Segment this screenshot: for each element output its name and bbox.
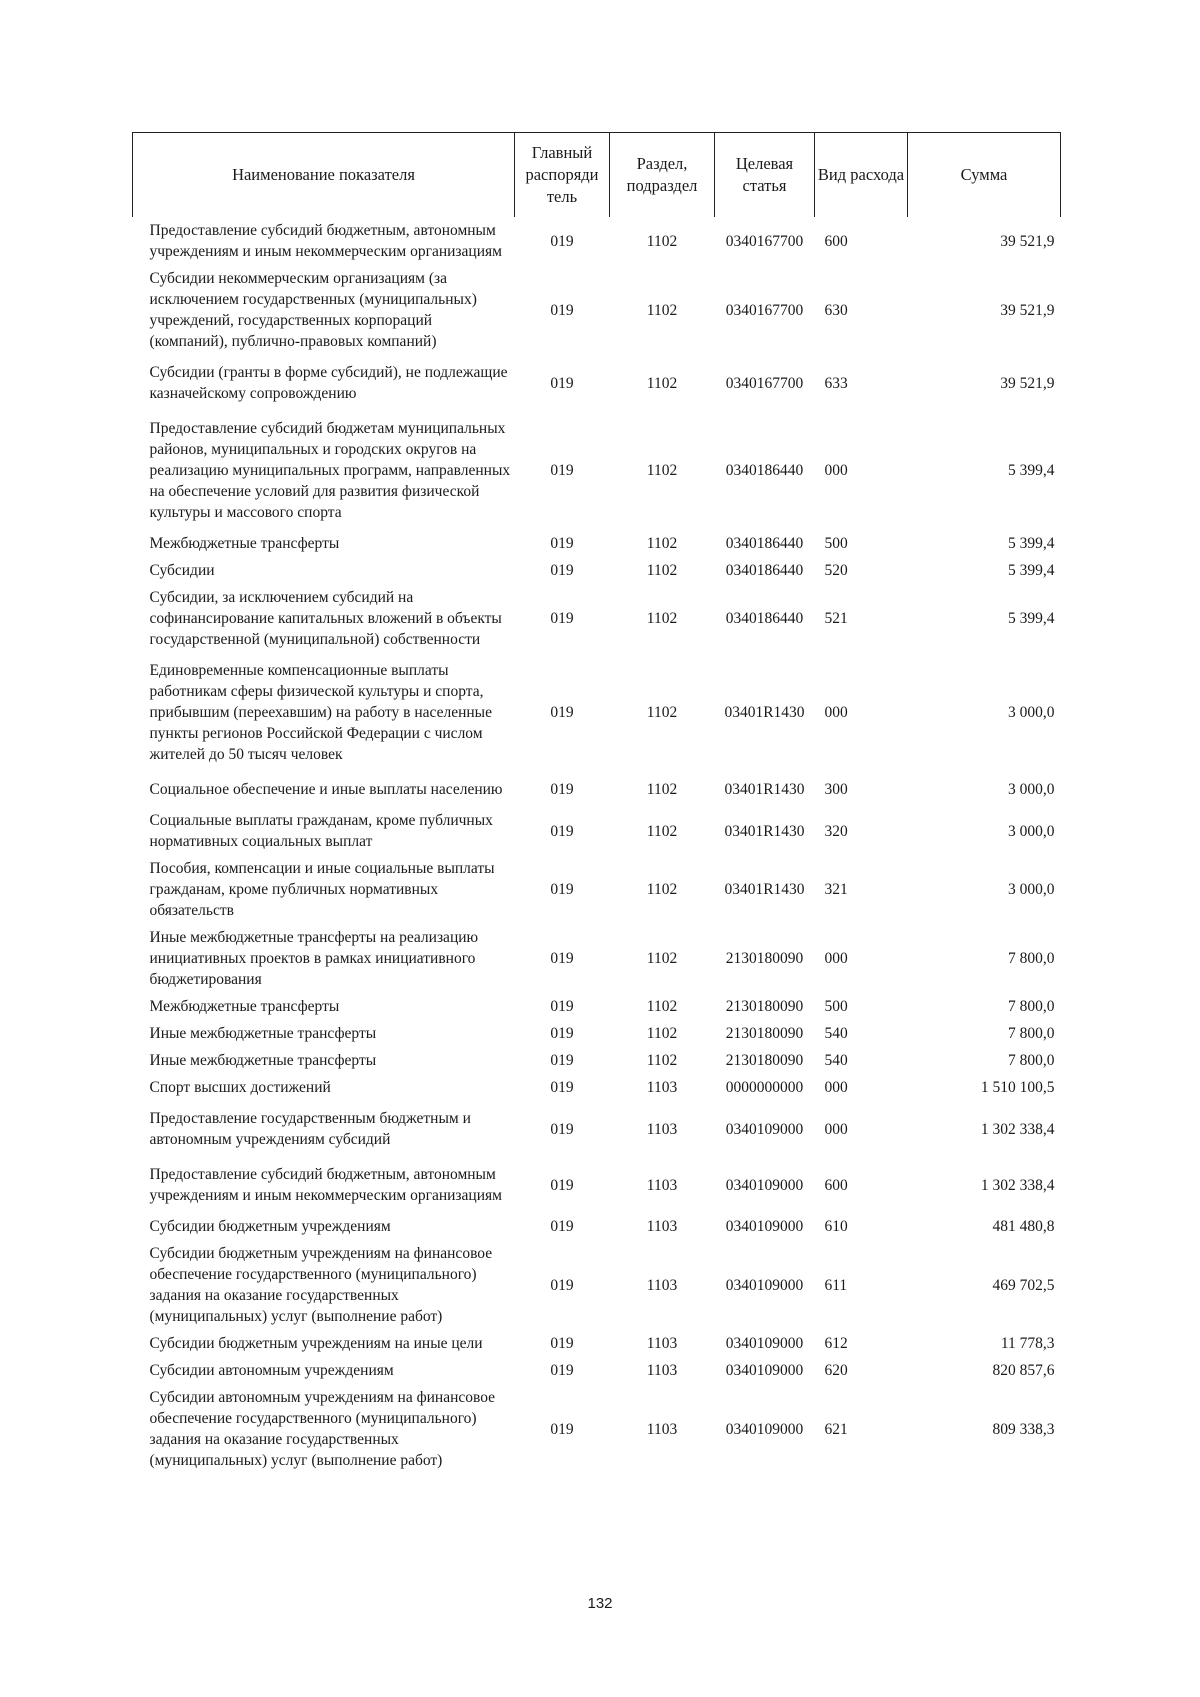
row-sum: 809 338,3: [992, 1420, 1055, 1438]
row-sum: 39 521,9: [1000, 232, 1055, 250]
row-name: Субсидии автономным учреждениям: [149, 1362, 394, 1379]
row-target-item: 03401R1430: [724, 822, 805, 840]
table-header-row: [133, 133, 1061, 218]
row-main-manager: 019: [550, 1335, 574, 1352]
row-section: 1102: [646, 1052, 678, 1069]
row-expense-type: 000: [824, 1120, 848, 1138]
row-section: 1103: [646, 1176, 678, 1194]
row-main-manager: 019: [550, 610, 574, 627]
row-expense-type: 620: [824, 1362, 848, 1379]
table-row: [133, 584, 1061, 653]
row-target-item: 0340109000: [725, 1176, 804, 1194]
row-sum: 39 521,9: [1000, 301, 1055, 319]
row-section: 1103: [646, 1120, 678, 1138]
row-name: Субсидии бюджетным учреждениям на иные цели: [149, 1335, 483, 1352]
header-section: Раздел, подраздел: [610, 133, 715, 218]
row-main-manager: 019: [550, 1362, 574, 1379]
row-target-item: 0340109000: [725, 1218, 804, 1235]
row-target-item: 2130180090: [725, 1052, 804, 1069]
header-main-manager: Главный распоряди тель: [515, 133, 610, 218]
row-expense-type: 600: [824, 232, 848, 250]
row-sum: 5 399,4: [1008, 610, 1055, 627]
row-expense-type: 633: [824, 374, 848, 392]
row-expense-type: 540: [824, 1025, 848, 1042]
table-row: [133, 807, 1061, 855]
row-main-manager: 019: [550, 1176, 574, 1194]
table-body: [133, 217, 1061, 1474]
row-section: 1102: [646, 781, 678, 798]
table-row: [133, 1213, 1061, 1240]
row-section: 1103: [646, 1335, 678, 1352]
row-sum: 1 302 338,4: [980, 1120, 1055, 1138]
row-sum: 1 510 100,5: [980, 1079, 1055, 1096]
row-target-item: 0340186440: [725, 610, 804, 627]
row-sum: 5 399,4: [1008, 562, 1055, 579]
row-name: Предоставление субсидий бюджетным, автономным учреждениям и иным некоммерческим организациям: [149, 1166, 502, 1204]
row-sum: 7 800,0: [1008, 950, 1055, 967]
row-main-manager: 019: [550, 950, 574, 967]
row-name: Предоставление государственным бюджетным и автономным учреждениям субсидий: [149, 1110, 471, 1148]
row-expense-type: 000: [824, 704, 848, 721]
row-expense-type: 600: [824, 1176, 848, 1194]
row-expense-type: 610: [824, 1218, 848, 1235]
table-row: [133, 265, 1061, 355]
row-sum: 39 521,9: [1000, 374, 1055, 392]
row-name: Социальные выплаты гражданам, кроме публичных нормативных социальных выплат: [149, 812, 493, 850]
row-name: Субсидии: [149, 562, 215, 579]
row-section: 1102: [646, 881, 678, 898]
row-section: 1103: [646, 1218, 678, 1235]
row-main-manager: 019: [550, 462, 574, 479]
table-row: [133, 1074, 1061, 1101]
row-sum: 1 302 338,4: [980, 1176, 1055, 1194]
row-sum: 3 000,0: [1008, 881, 1055, 898]
row-section: 1102: [646, 232, 678, 250]
table-row: [133, 411, 1061, 530]
row-main-manager: 019: [550, 881, 574, 898]
row-target-item: 0340109000: [725, 1120, 804, 1138]
row-target-item: 0340186440: [725, 462, 804, 479]
row-name: Субсидии бюджетным учреждениям: [149, 1218, 391, 1235]
row-section: 1102: [646, 562, 678, 579]
table-row: [133, 924, 1061, 993]
row-name: Пособия, компенсации и иные социальные выплаты гражданам, кроме публичных нормативных обязательств: [149, 860, 495, 919]
row-expense-type: 321: [824, 881, 848, 898]
row-target-item: 2130180090: [725, 998, 804, 1015]
row-sum: 481 480,8: [992, 1218, 1055, 1235]
table-row: [133, 1357, 1061, 1384]
table-row: [133, 217, 1061, 265]
row-section: 1102: [646, 950, 678, 967]
row-sum: 11 778,3: [1000, 1335, 1055, 1352]
row-expense-type: 000: [824, 950, 848, 967]
row-section: 1103: [646, 1276, 678, 1294]
row-expense-type: 521: [824, 610, 848, 627]
row-section: 1103: [646, 1420, 678, 1438]
table-row: [133, 1240, 1061, 1330]
page-number: 132: [587, 1595, 613, 1612]
budget-table: [132, 132, 1061, 1474]
row-name: Межбюджетные трансферты: [149, 535, 340, 552]
row-main-manager: 019: [550, 301, 574, 319]
row-expense-type: 500: [824, 535, 848, 552]
row-expense-type: 300: [824, 781, 848, 798]
row-name: Субсидии бюджетным учреждениям на финансовое обеспечение государственного (муниципального) задания на оказание государственных (муниципальных) услуг (выполнение работ): [149, 1245, 493, 1325]
row-name: Субсидии некоммерческим организациям (за исключением государственных (муниципальных) учреждений, государственных корпораций (компаний), публично-правовых компаний): [149, 270, 477, 350]
row-main-manager: 019: [550, 232, 574, 250]
row-expense-type: 540: [824, 1052, 848, 1069]
row-target-item: 0340109000: [725, 1362, 804, 1379]
row-target-item: 0340186440: [725, 562, 804, 579]
row-name: Предоставление субсидий бюджетным, автономным учреждениям и иным некоммерческим организациям: [149, 222, 502, 260]
header-target-item: Целевая статья: [715, 133, 815, 218]
row-target-item: 0340109000: [725, 1420, 804, 1438]
table-row: [133, 1157, 1061, 1213]
row-target-item: 0340109000: [725, 1335, 804, 1352]
row-target-item: 0340186440: [725, 535, 804, 552]
row-name: Субсидии, за исключением субсидий на софинансирование капитальных вложений в объекты государственной (муниципальной) собственности: [149, 589, 502, 648]
row-target-item: 0340167700: [725, 374, 804, 392]
table-row: [133, 1020, 1061, 1047]
row-main-manager: 019: [550, 822, 574, 840]
row-expense-type: 000: [824, 462, 848, 479]
header-sum: Сумма: [908, 133, 1061, 218]
row-expense-type: 621: [824, 1420, 848, 1438]
row-section: 1102: [646, 301, 678, 319]
table-row: [133, 1047, 1061, 1074]
table-row: [133, 557, 1061, 584]
row-name: Субсидии автономным учреждениям на финансовое обеспечение государственного (муниципального) задания на оказание государственных (муниципальных) услуг (выполнение работ): [149, 1389, 496, 1469]
table-row: [133, 1101, 1061, 1157]
row-main-manager: 019: [550, 1025, 574, 1042]
row-section: 1102: [646, 610, 678, 627]
row-section: 1103: [646, 1079, 678, 1096]
row-section: 1102: [646, 704, 678, 721]
row-main-manager: 019: [550, 535, 574, 552]
row-sum: 820 857,6: [992, 1362, 1055, 1379]
header-name: Наименование показателя: [133, 133, 515, 218]
row-section: 1102: [646, 462, 678, 479]
row-sum: 7 800,0: [1008, 1025, 1055, 1042]
row-name: Межбюджетные трансферты: [149, 998, 340, 1015]
row-sum: 5 399,4: [1008, 535, 1055, 552]
row-main-manager: 019: [550, 704, 574, 721]
row-name: Социальное обеспечение и иные выплаты населению: [149, 781, 503, 798]
table-row: [133, 855, 1061, 924]
table-row: [133, 653, 1061, 772]
row-target-item: 03401R1430: [724, 881, 805, 898]
row-section: 1102: [646, 998, 678, 1015]
row-name: Спорт высших достижений: [149, 1079, 331, 1096]
row-sum: 3 000,0: [1008, 704, 1055, 721]
row-expense-type: 611: [824, 1276, 848, 1294]
row-target-item: 0340167700: [725, 232, 804, 250]
row-sum: 3 000,0: [1008, 781, 1055, 798]
row-main-manager: 019: [550, 1218, 574, 1235]
row-main-manager: 019: [550, 562, 574, 579]
row-main-manager: 019: [550, 1420, 574, 1438]
row-main-manager: 019: [550, 1079, 574, 1096]
row-target-item: 2130180090: [725, 1025, 804, 1042]
table-row: [133, 772, 1061, 807]
row-target-item: 0340167700: [725, 301, 804, 319]
row-main-manager: 019: [550, 781, 574, 798]
row-main-manager: 019: [550, 1052, 574, 1069]
row-main-manager: 019: [550, 998, 574, 1015]
row-expense-type: 612: [824, 1335, 848, 1352]
row-target-item: 03401R1430: [724, 704, 805, 721]
row-section: 1102: [646, 822, 678, 840]
row-name: Иные межбюджетные трансферты: [149, 1025, 377, 1042]
table-row: [133, 530, 1061, 557]
row-expense-type: 000: [824, 1079, 848, 1096]
header-expense-type: Вид расхода: [815, 133, 908, 218]
row-name: Единовременные компенсационные выплаты работникам сферы физической культуры и спорта, прибывшим (переехавшим) на работу в населенные пункты регионов Российской Федерации с числом жителей до 50 тысяч человек: [149, 662, 492, 763]
row-section: 1102: [646, 1025, 678, 1042]
row-target-item: 2130180090: [725, 950, 804, 967]
row-main-manager: 019: [550, 1120, 574, 1138]
row-expense-type: 520: [824, 562, 848, 579]
row-expense-type: 630: [824, 301, 848, 319]
table-row: [133, 993, 1061, 1020]
row-target-item: 03401R1430: [724, 781, 805, 798]
row-name: Предоставление субсидий бюджетам муниципальных районов, муниципальных и городских округов на реализацию муниципальных программ, направленных на обеспечение условий для развития физической культуры и массового спорта: [149, 420, 511, 521]
row-sum: 3 000,0: [1008, 822, 1055, 840]
row-name: Субсидии (гранты в форме субсидий), не подлежащие казначейскому сопровождению: [149, 364, 508, 402]
row-expense-type: 320: [824, 822, 848, 840]
table-row: [133, 355, 1061, 411]
row-name: Иные межбюджетные трансферты: [149, 1052, 377, 1069]
row-main-manager: 019: [550, 1276, 574, 1294]
row-section: 1102: [646, 535, 678, 552]
row-name: Иные межбюджетные трансферты на реализацию инициативных проектов в рамках инициативного бюджетирования: [149, 929, 479, 988]
row-sum: 7 800,0: [1008, 998, 1055, 1015]
row-section: 1102: [646, 374, 678, 392]
row-target-item: 0340109000: [725, 1276, 804, 1294]
row-section: 1103: [646, 1362, 678, 1379]
table-row: [133, 1330, 1061, 1357]
row-target-item: 0000000000: [725, 1079, 804, 1096]
row-sum: 7 800,0: [1008, 1052, 1055, 1069]
row-sum: 469 702,5: [992, 1276, 1055, 1294]
row-sum: 5 399,4: [1008, 462, 1055, 479]
table-row: [133, 1384, 1061, 1474]
row-expense-type: 500: [824, 998, 848, 1015]
row-main-manager: 019: [550, 374, 574, 392]
